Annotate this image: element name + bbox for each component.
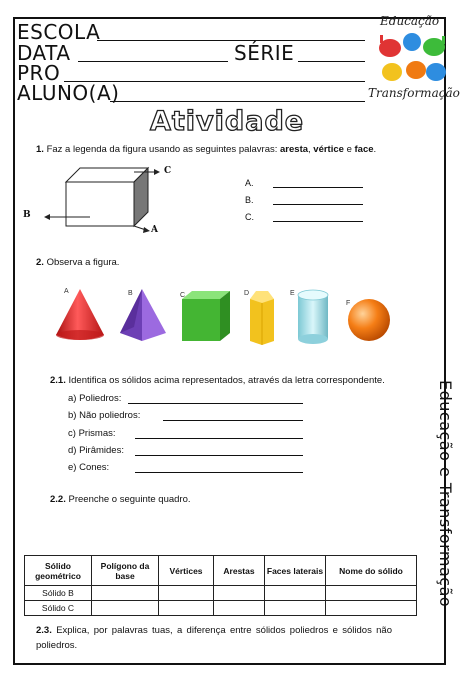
q1-word-face: face bbox=[354, 144, 374, 155]
table-row bbox=[25, 586, 417, 601]
answer-b-field[interactable] bbox=[273, 194, 363, 205]
q21-label-e: Cones: bbox=[79, 462, 110, 473]
q21-key-a: a) bbox=[68, 393, 77, 404]
th-faces: Faces laterais bbox=[265, 556, 326, 586]
q21-item-d bbox=[68, 445, 124, 457]
answer-c-field[interactable] bbox=[273, 211, 363, 222]
q2-number: 2. bbox=[36, 257, 44, 268]
cell-input[interactable] bbox=[214, 586, 265, 601]
cylinder-shape bbox=[298, 295, 328, 339]
vertical-brand-text: Educação e Transformação bbox=[436, 380, 455, 608]
q21-item-a bbox=[68, 393, 121, 405]
answer-c-label: C. bbox=[245, 212, 254, 222]
th-vertices: Vértices bbox=[159, 556, 214, 586]
solid-letter-b: B bbox=[128, 290, 133, 297]
pro-label: PRO bbox=[17, 61, 61, 85]
q23-text: Explica, por palavras tuas, a diferença entre sólidos poliedros e sólidos não poliedros. bbox=[36, 625, 392, 651]
cell-input[interactable] bbox=[159, 601, 214, 616]
poliedros-field[interactable] bbox=[128, 392, 303, 404]
side-text bbox=[433, 380, 473, 680]
cube-label-a: A bbox=[151, 225, 158, 235]
q1-sep1: , bbox=[308, 144, 311, 155]
answer-a-field[interactable] bbox=[273, 177, 363, 188]
q22-prompt bbox=[50, 494, 191, 506]
solid-letter-a: A bbox=[64, 288, 69, 295]
aluno-field[interactable] bbox=[110, 83, 365, 102]
nao-poliedros-field[interactable] bbox=[163, 409, 303, 421]
pro-field[interactable] bbox=[64, 63, 365, 82]
row-solido-c: Sólido C bbox=[25, 601, 92, 616]
cell-input[interactable] bbox=[326, 586, 417, 601]
table-header-row bbox=[25, 556, 417, 586]
q22-number: 2.2. bbox=[50, 494, 66, 505]
cube-shape bbox=[182, 299, 220, 341]
solids-figure bbox=[50, 285, 400, 347]
cones-field[interactable] bbox=[135, 461, 303, 473]
data-label: DATA bbox=[17, 41, 71, 65]
serie-label: SÉRIE bbox=[234, 41, 295, 65]
table-row bbox=[25, 601, 417, 616]
q1-sep2: e bbox=[346, 144, 352, 155]
solid-letter-d: D bbox=[244, 290, 250, 297]
cell-input[interactable] bbox=[214, 601, 265, 616]
q21-key-c: c) bbox=[68, 428, 76, 439]
solid-letter-c: C bbox=[180, 292, 186, 299]
serie-field[interactable] bbox=[298, 43, 365, 62]
piramides-field[interactable] bbox=[135, 444, 303, 456]
th-nome: Nome do sólido bbox=[326, 556, 417, 586]
q2-text: Observa a figura. bbox=[46, 257, 120, 268]
th-poligono: Polígono da base bbox=[92, 556, 159, 586]
q21-label-a: Poliedros: bbox=[79, 393, 122, 404]
logo-line1: Educação bbox=[380, 14, 440, 28]
cell-input[interactable] bbox=[159, 586, 214, 601]
q1-word-aresta: aresta bbox=[280, 144, 309, 155]
solids-table bbox=[24, 555, 417, 616]
cell-input[interactable] bbox=[326, 601, 417, 616]
q21-label-d: Pirâmides: bbox=[79, 445, 124, 456]
sphere-shape bbox=[348, 299, 390, 341]
q22-text: Preenche o seguinte quadro. bbox=[68, 494, 191, 505]
q21-item-b bbox=[68, 410, 140, 422]
q21-key-d: d) bbox=[68, 445, 77, 456]
cell-input[interactable] bbox=[265, 601, 326, 616]
escola-label: ESCOLA bbox=[17, 20, 101, 44]
q21-item-c bbox=[68, 428, 116, 440]
th-solido: Sólido geométrico bbox=[25, 556, 92, 586]
th-arestas: Arestas bbox=[214, 556, 265, 586]
q21-number: 2.1. bbox=[50, 375, 66, 386]
q2-prompt bbox=[36, 257, 119, 269]
q1-number: 1. bbox=[36, 144, 44, 155]
q21-label-c: Prismas: bbox=[78, 428, 116, 439]
q1-word-vertice: vértice bbox=[313, 144, 344, 155]
q23-prompt bbox=[36, 623, 392, 653]
logo bbox=[366, 12, 462, 102]
cell-input[interactable] bbox=[92, 601, 159, 616]
row-solido-b: Sólido B bbox=[25, 586, 92, 601]
q21-text: Identifica os sólidos acima representados, através da letra correspondente. bbox=[68, 375, 385, 386]
q21-item-e bbox=[68, 462, 109, 474]
q21-prompt bbox=[50, 375, 385, 387]
logo-line2: Transformação bbox=[368, 86, 460, 100]
cell-input[interactable] bbox=[92, 586, 159, 601]
solid-letter-e: E bbox=[290, 290, 295, 297]
q1-end: . bbox=[373, 144, 377, 155]
q1-prompt bbox=[36, 144, 376, 156]
cube-label-c: C bbox=[164, 166, 172, 176]
q21-key-e: e) bbox=[68, 462, 77, 473]
cell-input[interactable] bbox=[265, 586, 326, 601]
logo-middle: e bbox=[406, 48, 412, 58]
cube-label-b: B bbox=[23, 210, 31, 220]
hand-prints-icon bbox=[372, 30, 456, 90]
q1-text: Faz a legenda da figura usando as seguintes palavras: bbox=[46, 144, 278, 155]
escola-field[interactable] bbox=[97, 22, 365, 41]
prismas-field[interactable] bbox=[135, 427, 303, 439]
data-field[interactable] bbox=[78, 43, 228, 62]
solid-letter-f: F bbox=[346, 300, 351, 307]
page-title: Atividade bbox=[150, 106, 305, 137]
q23-number: 2.3. bbox=[36, 625, 52, 636]
q21-label-b: Não poliedros: bbox=[79, 410, 141, 421]
aluno-label: ALUNO(A) bbox=[17, 81, 120, 105]
answer-a-label: A. bbox=[245, 178, 254, 188]
answer-b-label: B. bbox=[245, 195, 254, 205]
q21-key-b: b) bbox=[68, 410, 77, 421]
